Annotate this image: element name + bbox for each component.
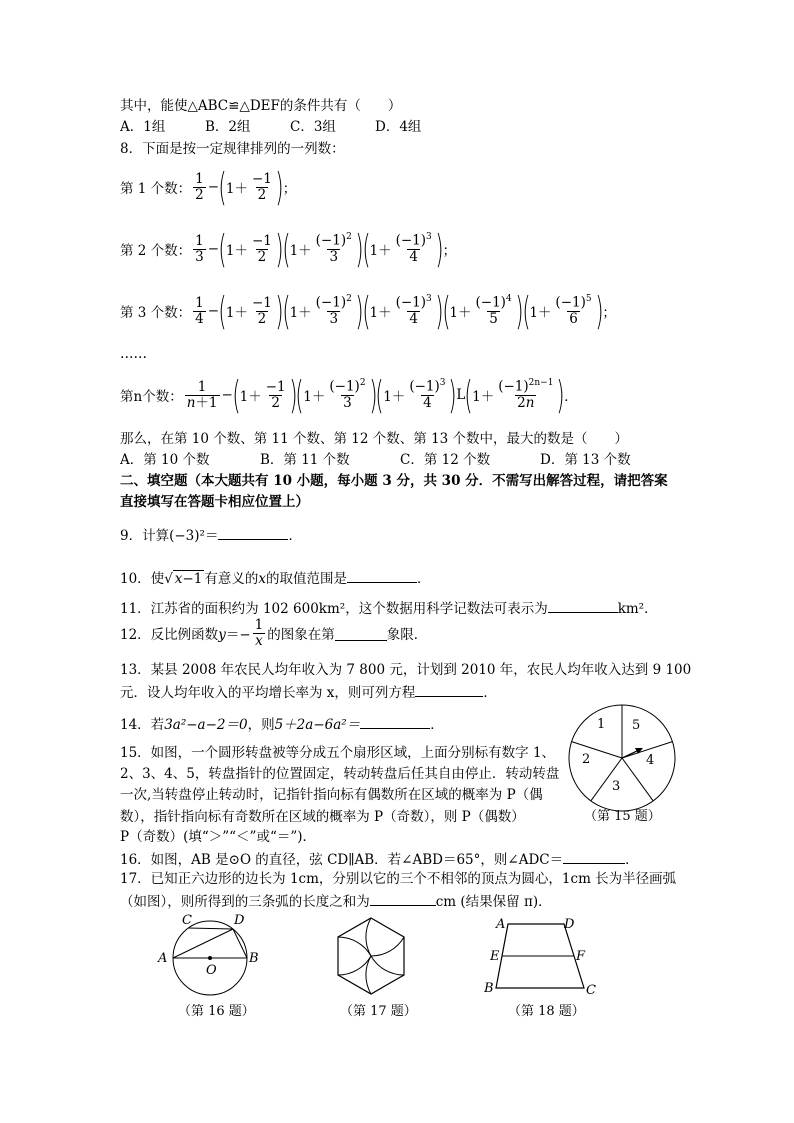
section-heading-2: 直接填写在答题卡相应位置上） [120, 494, 309, 510]
q8-ellipsis: …… [120, 346, 147, 362]
q15-line-4: 数），指针指向标有奇数所在区域的概率为 P（奇数），则 P（偶数） [120, 809, 525, 825]
svg-text:A: A [158, 951, 168, 966]
q8-label-2: 第 2 个数： [120, 243, 192, 259]
spinner-figure [566, 702, 678, 814]
q8-option-c: C．第 12 个数 [400, 452, 491, 468]
svg-text:D: D [234, 913, 245, 928]
q7-option-a: A．1组 [120, 119, 166, 135]
circle-figure-16 [152, 908, 272, 1000]
q8-term-3: 第 3 个数： $\frac{1}{4}$ − ( 1＋ $\frac{-1}{2}$ ) ( 1＋ $\frac{(-1)^2}{3}$ ) ( 1＋ $\frac{(-1)^3}{4}$ ) ( 1＋ $\frac{(-1)^4}{5}$ ) ( 1＋ $\frac{(-1)^5}{6}$ ) ； [120, 289, 616, 333]
q13-line-2: 元．设人均年收入的平均增长率为 x，则可列方程 ． [120, 682, 497, 702]
q8-option-d: D．第 13 个数 [540, 452, 631, 468]
q8-label-3: 第 3 个数： [120, 305, 192, 321]
svg-text:E: E [490, 949, 500, 964]
q15-line-3: 一次,当转盘停止转动时，记指针指向标有偶数所在区域的概率为 P（偶 [120, 787, 543, 803]
answer-blank [563, 849, 625, 864]
spinner-number: 3 [612, 779, 621, 794]
q13-line-1: 13．某县 2008 年农民人均年收入为 7 800 元，计划到 2010 年，农民人均年收入达到 9 100 [120, 662, 692, 678]
q7-option-b: B．2组 [205, 119, 251, 135]
answer-blank [218, 525, 288, 540]
answer-blank [360, 714, 430, 729]
answer-blank [548, 598, 618, 613]
q17-line-1: 17．已知正六边形的边长为 1cm，分别以它的三个不相邻的顶点为圆心，1cm 长为半径画弧 [120, 871, 677, 887]
q10: 10．使√ x−1 有意义的x的取值范围是 ． [120, 568, 430, 588]
svg-text:C: C [586, 983, 596, 998]
spinner-number: 2 [582, 752, 591, 767]
q15-line-1: 15．如图，一个圆形转盘被等分成五个扇形区域，上面分别标有数字 1、 [120, 745, 556, 761]
q15-line-2: 2、3、4、5，转盘指针的位置固定，转动转盘后任其自由停止．转动转盘 [120, 766, 560, 782]
trapezoid-figure-18 [484, 912, 604, 1000]
q8-option-a: A．第 10 个数 [120, 452, 210, 468]
svg-text:F: F [576, 949, 586, 964]
answer-blank [415, 682, 483, 697]
q17-line-2: （如图），则所得到的三条弧的长度之和为 cm (结果保留 π)． [120, 891, 552, 911]
q12: 12．反比例函数 y＝− $\frac{1}{x}$ 的图象在第 象限． [120, 617, 428, 649]
svg-text:C: C [182, 913, 192, 928]
q7-options [120, 118, 421, 136]
q8-term-1: 第 1 个数： $\frac{1}{2}$ − ( 1＋ $\frac{-1}{2}$ ) ； [120, 165, 297, 209]
spinner-number: 5 [632, 718, 641, 733]
figure-caption-16: （第 16 题） [178, 1004, 255, 1019]
spinner-number: 1 [597, 717, 606, 732]
q7-option-d: D．4组 [375, 119, 422, 135]
svg-text:B: B [249, 951, 259, 966]
figure-caption-15: （第 15 题） [584, 809, 661, 824]
q9: 9．计算(−3)²＝ ． [120, 525, 302, 545]
svg-text:O: O [206, 963, 217, 978]
figure-caption-18: （第 18 题） [508, 1004, 585, 1019]
q11: 11．江苏省的面积约为 102 600km²，这个数据用科学记数法可表示为 km²． [120, 598, 658, 618]
q8-question: 那么，在第 10 个数、第 11 个数、第 12 个数、第 13 个数中，最大的数是（ ） [120, 431, 629, 447]
q8-options [120, 451, 631, 469]
fraction: $\frac{1}{2}$ [195, 170, 204, 203]
q8-label-1: 第 1 个数： [120, 181, 192, 197]
svg-text:D: D [564, 917, 575, 932]
q8-term-2: 第 2 个数： $\frac{1}{3}$ − ( 1＋ $\frac{-1}{2}$ ) ( 1＋ $\frac{(-1)^2}{3}$ ) ( 1＋ $\frac{(-1)^3}{4}$ ) ； [120, 227, 457, 271]
q15-line-5: P（奇数）(填“＞”“＜”或“＝”)． [120, 829, 317, 845]
answer-blank [370, 891, 436, 906]
svg-text:A: A [496, 917, 506, 932]
q8-term-n: 第n个数： $\frac{1}{n+1}$ − ( 1＋ $\frac{-1}{2}$ ) ( 1＋ $\frac{(-1)^2}{3}$ ) ( 1＋ $\frac{(-1)^3}{4}$ ) L ( 1＋ $\frac{(-1)^{2n-1}}{2n}$ ) ． [120, 373, 578, 417]
q16: 16．如图，AB 是⊙O 的直径，弦 CD∥AB．若∠ABD＝65°，则∠ADC＝ ． [120, 849, 639, 869]
spinner-number: 4 [646, 753, 655, 768]
figure-caption-17: （第 17 题） [340, 1004, 417, 1019]
q7-option-c: C．3组 [290, 119, 336, 135]
answer-blank [347, 568, 417, 583]
factor: ( 1＋ $\frac{-1}{2}$ ) [218, 165, 284, 209]
q8-option-b: B．第 11 个数 [260, 452, 350, 468]
answer-blank [335, 626, 387, 641]
q14: 14．若3a²−a−2＝0，则5＋2a−6a²＝ ． [120, 714, 444, 734]
q8-label-n: 第n个数： [120, 389, 183, 405]
svg-text:B: B [484, 981, 494, 996]
sqrt-expression: √ x−1 [164, 571, 203, 587]
section-heading: 二、填空题（本大题共有 10 小题，每小题 3 分，共 30 分．不需写出解答过程，请把答案 [120, 473, 668, 489]
spinner-pointer [622, 750, 639, 758]
hexagon-figure-17 [328, 914, 414, 1000]
q8-intro: 8．下面是按一定规律排列的一列数： [120, 141, 345, 157]
q7-tail: 其中，能使△ABC≌△DEF的条件共有（ ） [120, 98, 402, 114]
